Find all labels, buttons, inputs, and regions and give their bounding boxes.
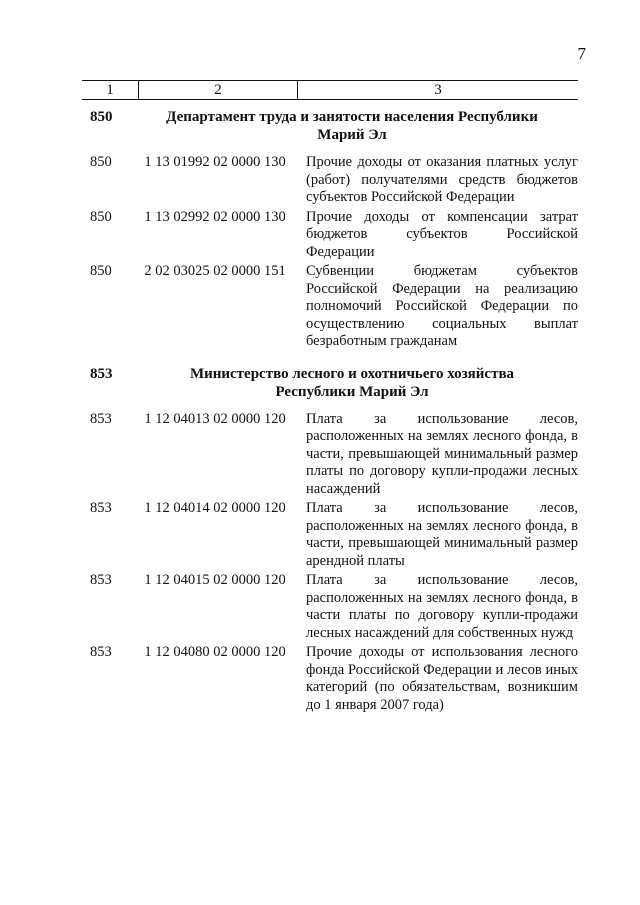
page-number: 7 xyxy=(577,44,586,63)
department-heading xyxy=(82,365,578,401)
row-kbk-code: 1 12 04013 02 0000 120 xyxy=(144,410,286,427)
row-admin-code: 850 xyxy=(90,263,112,279)
table-row xyxy=(82,644,578,714)
department-name-line: Республики Марий Эл xyxy=(275,383,429,400)
row-description: Прочие доходы от компенсации затрат бюджетов субъектов Российской Федерации xyxy=(306,208,578,260)
row-admin-code: 853 xyxy=(90,572,112,588)
row-description: Плата за использование лесов, расположенных на землях лесного фонда, в части платы по договору купли-продажи лесных насаждений для собственных нужд xyxy=(306,572,578,641)
table-row xyxy=(82,154,578,207)
column-header-2: 2 xyxy=(139,81,298,99)
table-row xyxy=(82,411,578,499)
row-kbk-code: 2 02 03025 02 0000 151 xyxy=(144,263,286,279)
row-description: Субвенции бюджетам субъектов Российской Федерации на реализацию полномочий Российской Федерации по осуществлению социальных выплат безработным гражданам xyxy=(306,263,578,349)
table-row xyxy=(82,572,578,642)
department-name-line: Департамент труда и занятости населения Республики xyxy=(166,109,538,125)
row-kbk-code: 1 13 02992 02 0000 130 xyxy=(144,208,286,225)
row-kbk-code: 1 12 04014 02 0000 120 xyxy=(144,500,286,516)
table-column-header xyxy=(82,80,578,100)
row-admin-code: 850 xyxy=(90,154,112,170)
group-department-labor xyxy=(82,108,578,351)
column-header-3: 3 xyxy=(434,82,442,98)
income-table xyxy=(82,108,578,716)
department-code: 853 xyxy=(90,365,113,382)
table-row xyxy=(82,209,578,262)
row-admin-code: 853 xyxy=(90,410,112,427)
department-heading xyxy=(82,108,578,144)
department-code: 850 xyxy=(90,109,113,125)
department-name-line: Министерство лесного и охотничьего хозяйства xyxy=(189,365,515,382)
table-row xyxy=(82,500,578,570)
row-description: Прочие доходы от оказания платных услуг (работ) получателями средств бюджетов субъектов Российской Федерации xyxy=(306,154,578,205)
row-description: Плата за использование лесов, расположенных на землях лесного фонда, в части, превышающей минимальный размер платы по договору купли-продажи лесных насаждений xyxy=(306,410,578,497)
row-description: Прочие доходы от использования лесного фонда Российской Федерации и лесов иных категорий (по обязательствам, возникшим до 1 января 2007 года) xyxy=(306,644,578,713)
row-description: Плата за использование лесов, расположенных на землях лесного фонда, в части, превышающей минимальный размер арендной платы xyxy=(306,500,578,569)
table-row xyxy=(82,263,578,351)
row-kbk-code: 1 13 01992 02 0000 130 xyxy=(144,154,286,170)
row-kbk-code: 1 12 04015 02 0000 120 xyxy=(144,572,286,588)
row-admin-code: 850 xyxy=(90,208,112,225)
column-header-1: 1 xyxy=(82,81,139,99)
group-ministry-forestry xyxy=(82,365,578,715)
department-name xyxy=(132,365,578,401)
row-admin-code: 853 xyxy=(90,500,112,516)
department-name xyxy=(132,108,578,144)
department-name-line: Марий Эл xyxy=(317,127,387,143)
row-admin-code: 853 xyxy=(90,644,112,660)
row-kbk-code: 1 12 04080 02 0000 120 xyxy=(144,644,286,660)
